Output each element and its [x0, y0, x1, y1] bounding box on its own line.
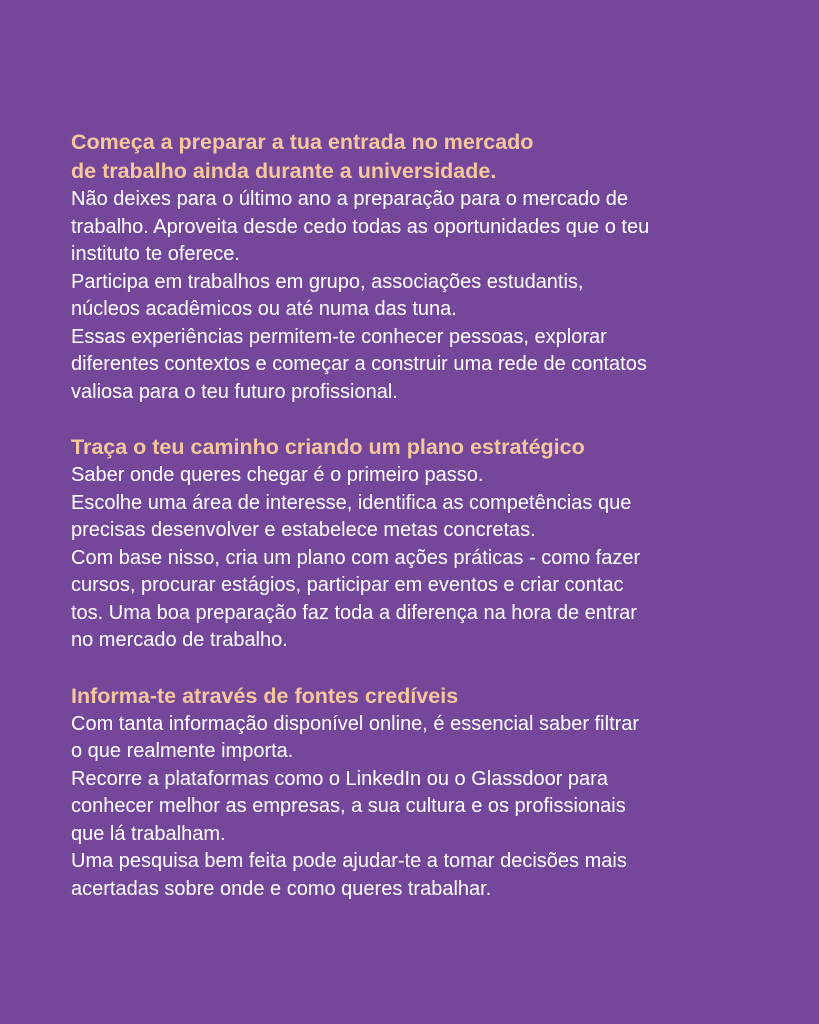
section-body-line: trabalho. Aproveita desde cedo todas as oportunidades que o teu — [71, 215, 650, 238]
content — [71, 128, 771, 903]
section-heading-line: Começa a preparar a tua entrada no mercado — [71, 130, 534, 154]
section-body-line: valiosa para o teu futuro profissional. — [71, 380, 398, 403]
section-body-line: cursos, procurar estágios, participar em eventos e criar contac — [71, 574, 624, 596]
section-body-line: conhecer melhor as empresas, a sua cultura e os profissionais — [71, 795, 626, 817]
section-credible-sources — [71, 682, 771, 904]
section-body-line: Essas experiências permitem-te conhecer pessoas, explorar — [71, 325, 607, 348]
section-body-line: no mercado de trabalho. — [71, 629, 288, 651]
section-body-line: Escolhe uma área de interesse, identifica as competências que — [71, 491, 632, 514]
section-heading-line: Informa-te através de fontes credíveis — [71, 683, 459, 708]
section-body-line: instituto te oferece. — [71, 243, 240, 265]
section-body-line: Uma pesquisa bem feita pode ajudar-te a tomar decisões mais — [71, 850, 627, 872]
section-body-line: tos. Uma boa preparação faz toda a diferença na hora de entrar — [71, 601, 637, 624]
section-body-line: Saber onde queres chegar é o primeiro passo. — [71, 464, 484, 486]
section-body-line: Recorre a plataformas como o LinkedIn ou o Glassdoor para — [71, 767, 608, 790]
section-body-line: o que realmente importa. — [71, 740, 294, 762]
section-heading-line: de trabalho ainda durante a universidade. — [71, 159, 497, 183]
section-body-line: núcleos acadêmicos ou até numa das tuna. — [71, 298, 457, 320]
section-heading-line: Traça o teu caminho criando um plano estratégico — [71, 435, 585, 459]
section-strategic-plan — [71, 433, 771, 655]
section-body-line: Não deixes para o último ano a preparação para o mercado de — [71, 188, 629, 210]
section-body-line: que lá trabalham. — [71, 822, 226, 845]
section-body-line: diferentes contextos e começar a construir uma rede de contatos — [71, 353, 647, 375]
section-body-line: Com tanta informação disponível online, é essencial saber filtrar — [71, 712, 640, 735]
section-university-preparation — [71, 128, 771, 406]
section-body-line: acertadas sobre onde e como queres trabalhar. — [71, 877, 492, 900]
section-body-line: Participa em trabalhos em grupo, associações estudantis, — [71, 270, 584, 293]
section-body-line: Com base nisso, cria um plano com ações práticas - como fazer — [71, 546, 641, 569]
section-body-line: precisas desenvolver e estabelece metas concretas. — [71, 519, 536, 541]
